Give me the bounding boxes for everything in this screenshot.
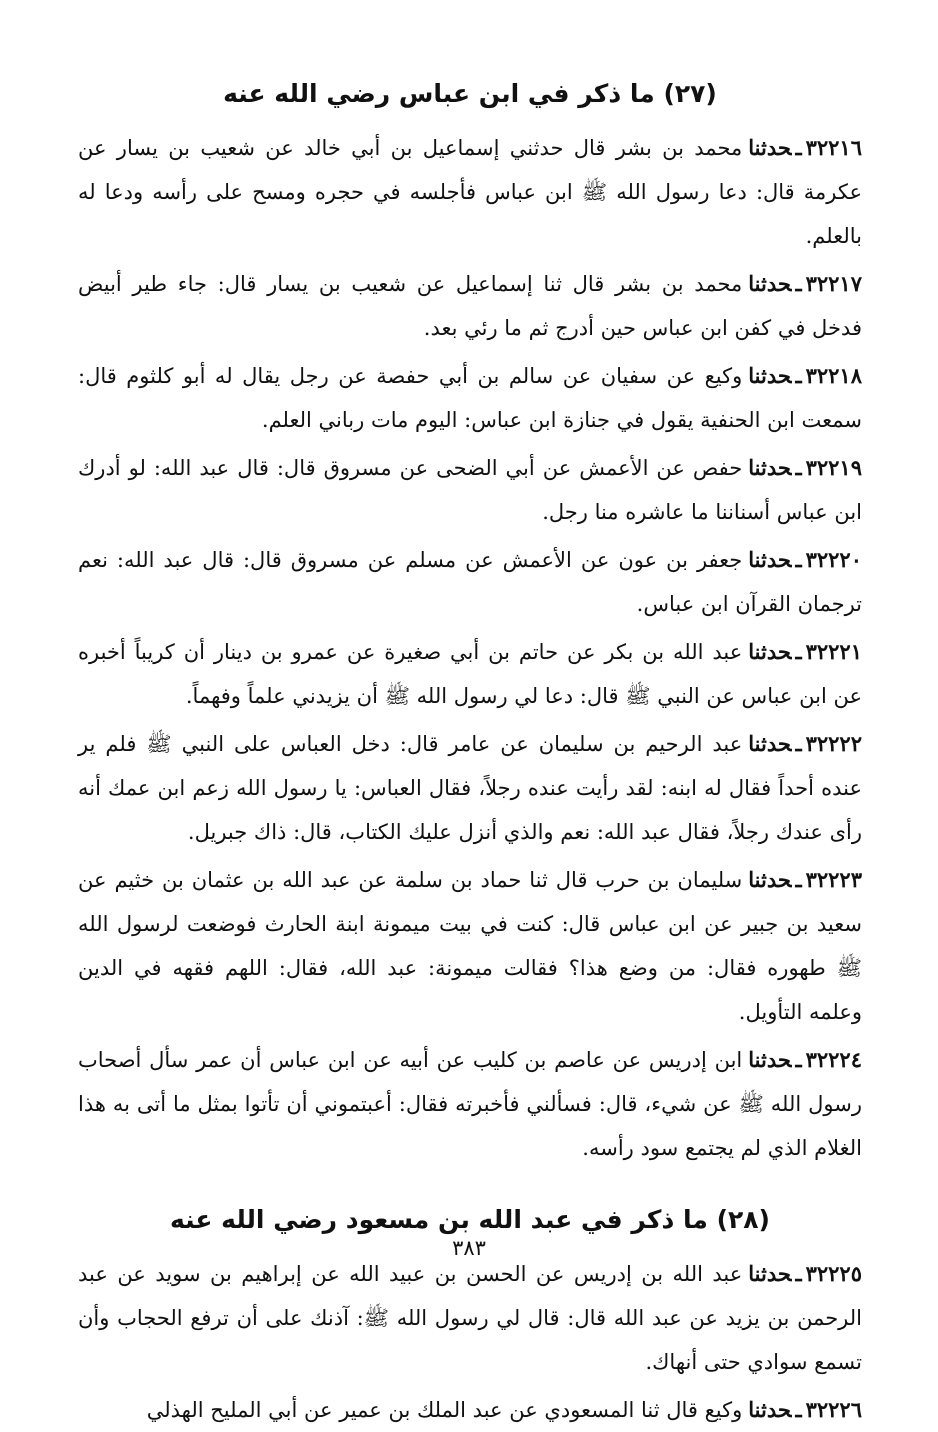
hadith-number: ٣٢٢٢٣	[805, 867, 862, 892]
hadith-lead: حدثنا	[748, 731, 792, 756]
hadith-32218	[78, 354, 862, 442]
dash: ـ	[795, 1261, 802, 1286]
hadith-lead: حدثنا	[748, 363, 792, 388]
hadith-number: ٣٢٢٢٢	[805, 731, 862, 756]
page-number: ٣٨٣	[452, 1236, 486, 1260]
dash: ـ	[795, 1047, 802, 1072]
hadith-text: جعفر بن عون عن الأعمش عن مسلم عن مسروق قال: قال عبد الله: نعم ترجمان القرآن ابن عباس.	[78, 548, 862, 616]
hadith-lead: حدثنا	[748, 1261, 792, 1286]
hadith-number: ٣٢٢٢٤	[805, 1047, 862, 1072]
hadith-lead: حدثنا	[748, 135, 792, 160]
dash: ـ	[795, 363, 802, 388]
hadith-32222	[78, 722, 862, 854]
hadith-32224	[78, 1038, 862, 1170]
dash: ـ	[795, 867, 802, 892]
dash: ـ	[795, 455, 802, 480]
hadith-text: سليمان بن حرب قال ثنا حماد بن سلمة عن عبد الله بن عثمان بن خثيم عن سعيد بن جبير عن ابن عباس قال: كنت في بيت ميمونة ابنة الحارث فوضعت لرسول الله ﷺ طهوره فقال: من وضع هذا؟ فقالت ميمونة: عبد الله، فقال: اللهم فقهه في الدين وعلمه التأويل.	[78, 868, 862, 1024]
hadith-lead: حدثنا	[748, 547, 792, 572]
hadith-32219	[78, 446, 862, 534]
hadith-text: محمد بن بشر قال حدثني إسماعيل بن أبي خالد عن شعيب بن يسار عن عكرمة قال: دعا رسول الله ﷺ ابن عباس فأجلسه في حجره ومسح على رأسه ودعا له بالعلم.	[78, 136, 862, 248]
hadith-32221	[78, 630, 862, 718]
dash: ـ	[795, 135, 802, 160]
hadith-text: عبد الله بن بكر عن حاتم بن أبي صغيرة عن عمرو بن دينار أن كريباً أخبره عن ابن عباس عن النبي ﷺ قال: دعا لي رسول الله ﷺ أن يزيدني علماً وفهماً.	[78, 640, 862, 708]
dash: ـ	[795, 1397, 802, 1422]
hadith-number: ٣٢٢٢٥	[805, 1261, 862, 1286]
hadith-lead: حدثنا	[748, 639, 792, 664]
hadith-32220	[78, 538, 862, 626]
dash: ـ	[795, 731, 802, 756]
hadith-text: حفص عن الأعمش عن أبي الضحى عن مسروق قال: قال عبد الله: لو أدرك ابن عباس أسناننا ما عاشره منا رجل.	[78, 456, 862, 524]
hadith-text: عبد الله بن إدريس عن الحسن بن عبيد الله عن إبراهيم بن سويد عن عبد الرحمن بن يزيد عن عبد الله قال: قال لي رسول الله ﷺ: آذنك على أن ترفع الحجاب وأن تسمع سوادي حتى أنهاك.	[78, 1262, 862, 1374]
hadith-number: ٣٢٢٢٦	[805, 1397, 862, 1422]
hadith-32225	[78, 1252, 862, 1384]
hadith-number: ٣٢٢١٨	[805, 363, 862, 388]
dash: ـ	[795, 547, 802, 572]
hadith-number: ٣٢٢١٦	[805, 135, 862, 160]
hadith-number: ٣٢٢٢٠	[805, 547, 862, 572]
hadith-lead: حدثنا	[748, 1047, 792, 1072]
hadith-number: ٣٢٢١٧	[805, 271, 862, 296]
hadith-text: محمد بن بشر قال ثنا إسماعيل عن شعيب بن يسار قال: جاء طير أبيض فدخل في كفن ابن عباس حين أدرج ثم ما رئي بعد.	[78, 272, 862, 340]
hadith-number: ٣٢٢١٩	[805, 455, 862, 480]
hadith-text: وكيع عن سفيان عن سالم بن أبي حفصة عن رجل يقال له أبو كلثوم قال: سمعت ابن الحنفية يقول في جنازة ابن عباس: اليوم مات رباني العلم.	[78, 364, 862, 432]
dash: ـ	[795, 271, 802, 296]
section-heading-28: (٢٨) ما ذكر في عبد الله بن مسعود رضي الله عنه	[170, 1205, 770, 1234]
hadith-text: عبد الرحيم بن سليمان عن عامر قال: دخل العباس على النبي ﷺ فلم ير عنده أحداً فقال له ابنه: لقد رأيت عنده رجلاً، فقال العباس: يا رسول الله زعم ابن عمك أنه رأى عندك رجلاً، فقال عبد الله: نعم والذي أنزل عليك الكتاب، قال: ذاك جبريل.	[78, 732, 862, 844]
hadith-lead: حدثنا	[748, 867, 792, 892]
hadith-32223	[78, 858, 862, 1034]
hadith-32217	[78, 262, 862, 350]
hadith-number: ٣٢٢٢١	[805, 639, 862, 664]
section-heading-27: (٢٧) ما ذكر في ابن عباس رضي الله عنه	[223, 79, 717, 108]
hadith-text: وكيع قال ثنا المسعودي عن عبد الملك بن عمير عن أبي المليح الهذلي	[146, 1398, 743, 1422]
hadith-32216	[78, 126, 862, 258]
hadith-lead: حدثنا	[748, 1397, 792, 1422]
dash: ـ	[795, 639, 802, 664]
hadith-32226	[78, 1388, 862, 1432]
hadith-text: ابن إدريس عن عاصم بن كليب عن أبيه عن ابن عباس أن عمر سأل أصحاب رسول الله ﷺ عن شيء، قال: فسألني فأخبرته فقال: أعبتموني أن تأتوا بمثل ما أتى به هذا الغلام الذي لم يجتمع سود رأسه.	[78, 1048, 862, 1160]
hadith-lead: حدثنا	[748, 271, 792, 296]
hadith-lead: حدثنا	[748, 455, 792, 480]
